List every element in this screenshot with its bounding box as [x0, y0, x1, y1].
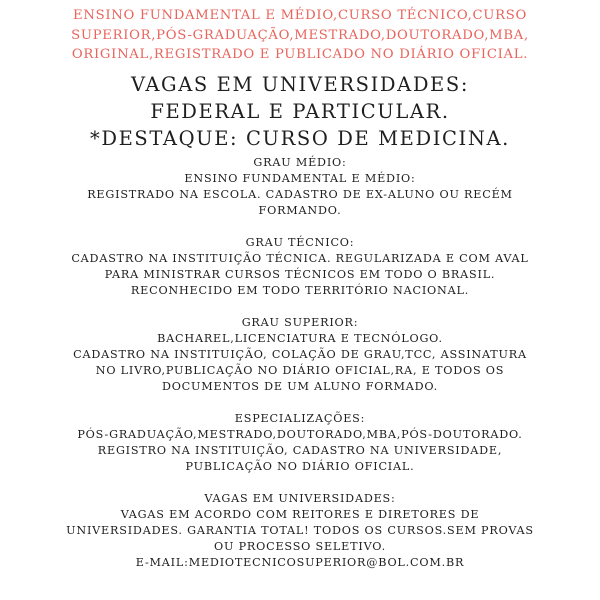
section-grau-tecnico — [8, 235, 592, 299]
section-grau-medio — [8, 155, 592, 219]
section-grau-superior — [8, 315, 592, 395]
headline-line: *DESTAQUE: CURSO DE MEDICINA. — [90, 126, 510, 150]
section-line: FORMANDO. — [258, 203, 342, 217]
section-line: REGISTRO NA INSTITUIÇÃO, CADASTRO NA UNIVERSIDADE, — [97, 443, 503, 457]
section-line: PUBLICAÇÃO NO DIÁRIO OFICIAL. — [185, 459, 415, 473]
section-line: DOCUMENTOS DE UM ALUNO FORMADO. — [161, 379, 439, 393]
section-especializacoes — [8, 411, 592, 475]
section-title: GRAU SUPERIOR: — [241, 315, 359, 329]
header-red-text — [8, 6, 592, 65]
section-line: RECONHECIDO EM TODO TERRITÓRIO NACIONAL. — [130, 283, 470, 297]
headline — [8, 71, 592, 152]
section-line: CADASTRO NA INSTITUIÇÃO TÉCNICA. REGULARIZADA E COM AVAL — [71, 251, 529, 265]
header-line: SUPERIOR,PÓS-GRADUAÇÃO,MESTRADO,DOUTORADO,MBA, — [71, 27, 529, 43]
section-line: ENSINO FUNDAMENTAL E MÉDIO: — [184, 171, 416, 185]
contact-email: E-MAIL:MEDIOTECNICOSUPERIOR@BOL.COM.BR — [135, 555, 465, 569]
section-line: NO LIVRO,PUBLICAÇÃO NO DIÁRIO OFICIAL,RA, E TODOS OS — [95, 363, 505, 377]
headline-line: FEDERAL E PARTICULAR. — [150, 99, 450, 123]
section-line: CADASTRO NA INSTITUIÇÃO, COLAÇÃO DE GRAU,TCC, ASSINATURA — [73, 347, 527, 361]
section-title: ESPECIALIZAÇÕES: — [234, 411, 366, 425]
section-line: UNIVERSIDADES. GARANTIA TOTAL! TODOS OS CURSOS.SEM PROVAS — [66, 523, 534, 537]
section-vagas-universidades — [8, 491, 592, 571]
section-line: VAGAS EM ACORDO COM REITORES E DIRETORES DE — [120, 507, 480, 521]
section-title: GRAU MÉDIO: — [253, 155, 347, 169]
section-line: PÓS-GRADUAÇÃO,MESTRADO,DOUTORADO,MBA,PÓS-DOUTORADO. — [77, 427, 523, 441]
header-line: ORIGINAL,REGISTRADO E PUBLICADO NO DIÁRIO OFICIAL. — [71, 47, 529, 62]
headline-line: VAGAS EM UNIVERSIDADES: — [130, 72, 470, 96]
section-title: VAGAS EM UNIVERSIDADES: — [204, 491, 396, 505]
section-line: REGISTRADO NA ESCOLA. CADASTRO DE EX-ALUNO OU RECÉM — [87, 187, 513, 201]
section-line: OU PROCESSO SELETIVO. — [214, 539, 386, 553]
header-line: ENSINO FUNDAMENTAL E MÉDIO,CURSO TÉCNICO,CURSO — [73, 8, 527, 23]
section-line: PARA MINISTRAR CURSOS TÉCNICOS EM TODO O BRASIL. — [104, 267, 496, 281]
section-title: GRAU TÉCNICO: — [245, 235, 355, 249]
section-line: BACHAREL,LICENCIATURA E TECNÓLOGO. — [157, 331, 443, 345]
